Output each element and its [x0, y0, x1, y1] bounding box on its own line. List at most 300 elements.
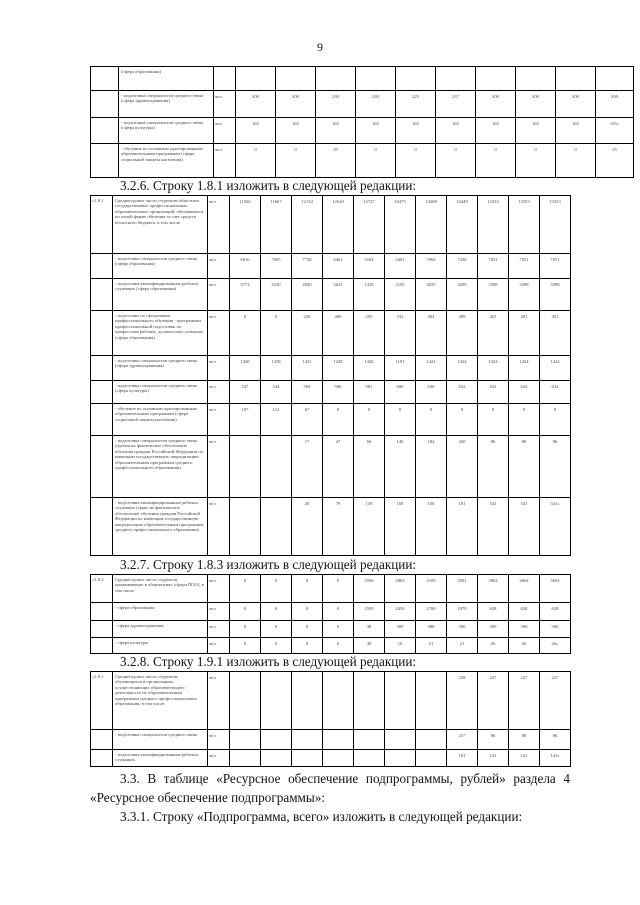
table-row [91, 381, 571, 404]
value-cell: 0 [276, 144, 316, 178]
value-cell: 13353 [509, 196, 540, 254]
row-unit-cell: чел. [208, 254, 230, 279]
row-name-cell: Среднегодовое число студентов, проживающих в общежитиях (сфера ПОО), в том числе [113, 575, 208, 603]
value-cell: 3398 [478, 279, 509, 311]
value-cell: 0 [447, 404, 478, 436]
value-cell: 141 [509, 750, 540, 767]
row-name-cell: - подготовка квалифицированных рабочих, служащих (сфера образования) [113, 279, 208, 311]
row-unit-cell: чел. [208, 672, 230, 730]
value-cell: 165 [236, 118, 276, 144]
value-cell: 260 [447, 436, 478, 498]
value-cell [292, 730, 323, 750]
value-cell: 141» [540, 750, 571, 767]
value-cell [261, 730, 292, 750]
value-cell: 1258 [261, 356, 292, 381]
value-cell: 12620 [323, 196, 354, 254]
value-cell: 3398 [540, 279, 571, 311]
value-cell: 140 [385, 436, 416, 498]
row-code-cell [91, 603, 113, 621]
table-row-1-9-1 [90, 671, 571, 767]
value-cell: 3109 [416, 575, 447, 603]
value-cell: 0 [323, 404, 354, 436]
row-code-cell [91, 144, 119, 178]
value-cell: 1421 [292, 356, 323, 381]
table-row [91, 356, 571, 381]
table-row-1-8-3 [90, 574, 571, 654]
value-cell: 3401 [385, 254, 416, 279]
value-cell: 67 [292, 404, 323, 436]
value-cell: 165 [516, 118, 556, 144]
table-row [91, 638, 571, 654]
row-name-cell: - обучение по основным адаптированным образовательным программам (сфера социальной защиты населения) [113, 404, 208, 436]
value-cell: 0 [236, 144, 276, 178]
value-cell [416, 750, 447, 767]
value-cell: 541» [540, 498, 571, 556]
row-code-cell [91, 498, 113, 556]
value-cell [323, 672, 354, 730]
value-cell: 86 [509, 730, 540, 750]
value-cell: 165 [276, 118, 316, 144]
row-code-cell: «1.9.1 [91, 672, 113, 730]
row-unit-cell: чел. [208, 638, 230, 654]
value-cell: 200 [276, 91, 316, 118]
value-cell [292, 750, 323, 767]
table-row [91, 118, 634, 144]
value-cell: 3664 [509, 575, 540, 603]
value-cell: 7051 [540, 254, 571, 279]
value-cell: 2091 [447, 575, 478, 603]
value-cell: 1870 [447, 603, 478, 621]
value-cell: 401 [509, 311, 540, 356]
value-cell: 404 [416, 311, 447, 356]
value-cell: 10475 [385, 196, 416, 254]
value-cell: 0 [396, 144, 436, 178]
row-unit-cell: чел. [214, 91, 236, 118]
value-cell: 11560 [230, 196, 261, 254]
value-cell: 293 [354, 311, 385, 356]
value-cell: 86 [509, 436, 540, 498]
value-cell: 13353 [540, 196, 571, 254]
value-cell: 586 [323, 381, 354, 404]
row-name-cell: - подготовка квалифицированных рабочих, служащих [113, 750, 208, 767]
value-cell [316, 67, 356, 91]
value-cell: 86 [478, 730, 509, 750]
value-cell: 165 [316, 118, 356, 144]
value-cell: 632 [478, 381, 509, 404]
value-cell: 0 [509, 404, 540, 436]
value-cell: 200 [516, 91, 556, 118]
value-cell: 406 [323, 311, 354, 356]
row-unit-cell: чел. [208, 730, 230, 750]
value-cell: 332 [385, 311, 416, 356]
value-cell: 1428 [323, 356, 354, 381]
row-name-cell: - подготовка квалифицированных рабочих, служащих (грант на фактическое обеспечение обучения граждан Российской Федерации по имеющим государственную аккредитацию образовательным программам среднего профессионального образования) [113, 498, 208, 556]
value-cell: 0 [478, 404, 509, 436]
value-cell: 0 [556, 144, 596, 178]
value-cell: 165 [356, 118, 396, 144]
value-cell: 79 [323, 498, 354, 556]
value-cell [230, 730, 261, 750]
value-cell: 12134 [292, 196, 323, 254]
row-code-cell [91, 638, 113, 654]
value-cell [396, 67, 436, 91]
value-cell: 389 [385, 621, 416, 638]
value-cell: 2192 [385, 279, 416, 311]
row-code-cell [91, 91, 119, 118]
paragraph-3-3-1: 3.3.1. Строку «Подпрограмма, всего» изложить в следующей редакции: [120, 809, 523, 824]
value-cell: 7051 [478, 254, 509, 279]
table-row [91, 196, 571, 254]
row-name-cell: - подготовка специалистов среднего звена (сфера образования) [113, 254, 208, 279]
table-continuation [90, 66, 634, 178]
value-cell: 6816 [230, 254, 261, 279]
value-cell: 47 [323, 436, 354, 498]
value-cell: 21 [416, 638, 447, 654]
value-cell: 0 [516, 144, 556, 178]
value-cell: 2450 [385, 603, 416, 621]
value-cell [596, 67, 634, 91]
value-cell: 632 [509, 381, 540, 404]
value-cell: 165 [396, 118, 436, 144]
value-cell: 112 [261, 404, 292, 436]
value-cell: 389 [447, 311, 478, 356]
value-cell: 26» [540, 638, 571, 654]
row-unit-cell: чел. [208, 498, 230, 556]
row-unit-cell: чел. [214, 118, 236, 144]
value-cell: 86 [540, 436, 571, 498]
value-cell [276, 67, 316, 91]
value-cell: 226 [292, 311, 323, 356]
value-cell [385, 730, 416, 750]
value-cell: 25 [596, 144, 634, 178]
row-unit-cell: чел. [208, 436, 230, 498]
value-cell: 0 [230, 638, 261, 654]
value-cell [323, 730, 354, 750]
value-cell: 0 [230, 621, 261, 638]
value-cell: 401 [478, 311, 509, 356]
value-cell: 581 [354, 381, 385, 404]
value-cell: 1424 [478, 356, 509, 381]
value-cell: 17 [292, 436, 323, 498]
table-row [91, 67, 634, 91]
row-name-cell: - сфера здравоохранения [113, 621, 208, 638]
value-cell: 181 [447, 498, 478, 556]
row-name-cell: - обучение по основным адаптированным образовательным программам (сфера социальной защиты населения) [119, 144, 214, 178]
value-cell: 4020 [292, 279, 323, 311]
value-cell: 1424 [416, 356, 447, 381]
row-unit-cell: чел. [208, 196, 230, 254]
value-cell [385, 750, 416, 767]
table-row [91, 672, 571, 730]
value-cell: 628 [509, 603, 540, 621]
table-row [91, 436, 571, 498]
value-cell: 2700 [416, 603, 447, 621]
row-code-cell [91, 621, 113, 638]
value-cell: 1424 [509, 356, 540, 381]
value-cell: 3862 [478, 575, 509, 603]
value-cell [556, 67, 596, 91]
value-cell: 3664 [540, 575, 571, 603]
value-cell: 388 [416, 621, 447, 638]
row-unit-cell: чел. [214, 144, 236, 178]
row-name-cell: (сфера образования) [119, 67, 214, 91]
row-name-cell: - подготовка специалистов среднего звена (сфера культуры) [119, 118, 214, 144]
value-cell: 0 [230, 311, 261, 356]
value-cell: 3398 [509, 279, 540, 311]
value-cell: 237 [436, 91, 476, 118]
value-cell: 1260 [230, 356, 261, 381]
value-cell: 49 [354, 638, 385, 654]
value-cell: 2863 [385, 575, 416, 603]
page-number: 9 [317, 40, 323, 54]
value-cell: 35 [316, 144, 356, 178]
row-unit-cell: чел. [208, 311, 230, 356]
value-cell: 628 [478, 603, 509, 621]
row-name-cell: - подготовка специалистов среднего звена [113, 730, 208, 750]
value-cell: 258 [447, 672, 478, 730]
value-cell: 0 [385, 404, 416, 436]
value-cell: 21 [447, 638, 478, 654]
value-cell: 0 [261, 311, 292, 356]
value-cell [230, 750, 261, 767]
value-cell: 20 [292, 498, 323, 556]
row-code-cell [91, 254, 113, 279]
table-row [91, 254, 571, 279]
value-cell: 390 [509, 621, 540, 638]
value-cell: 227 [540, 672, 571, 730]
row-unit-cell: чел. [208, 575, 230, 603]
value-cell [354, 730, 385, 750]
row-code-cell [91, 356, 113, 381]
heading-3-2-7: 3.2.7. Строку 1.8.3 изложить в следующей редакции: [120, 557, 417, 572]
value-cell: 86 [540, 730, 571, 750]
heading-3-2-6: 3.2.6. Строку 1.8.1 изложить в следующей редакции: [120, 178, 417, 193]
value-cell [416, 672, 447, 730]
row-name-cell: - сфера культуры [113, 638, 208, 654]
value-cell: 12727 [354, 196, 385, 254]
value-cell: 544 [261, 381, 292, 404]
value-cell: 200 [476, 91, 516, 118]
row-name-cell: - подготовка специалистов среднего звена (сфера здравоохранения) [119, 91, 214, 118]
value-cell: 0 [323, 575, 354, 603]
row-unit-cell: чел. [208, 356, 230, 381]
row-name-cell: - сфера образования [113, 603, 208, 621]
value-cell [385, 672, 416, 730]
value-cell: 0 [261, 638, 292, 654]
value-cell: 0 [323, 638, 354, 654]
value-cell: 4290 [447, 279, 478, 311]
row-code-cell: «1.8.3 [91, 575, 113, 603]
row-unit-cell [214, 67, 236, 91]
value-cell [261, 750, 292, 767]
value-cell: 227 [478, 672, 509, 730]
row-name-cell: - подготовка по программам профессионального обучения - программам профессиональной подготовки по профессиям рабочих, должностям служащих (сфера образования) [113, 311, 208, 356]
value-cell: 7064 [416, 254, 447, 279]
value-cell: 390 [447, 621, 478, 638]
value-cell: 227 [509, 672, 540, 730]
row-code-cell [91, 381, 113, 404]
value-cell: 4772 [230, 279, 261, 311]
value-cell: 1191 [385, 356, 416, 381]
table-row-1-8-1 [90, 195, 571, 556]
row-unit-cell: чел. [208, 603, 230, 621]
row-unit-cell: чел. [208, 750, 230, 767]
value-cell: 636 [416, 381, 447, 404]
value-cell [261, 672, 292, 730]
value-cell [230, 672, 261, 730]
value-cell: 0 [261, 621, 292, 638]
value-cell: 7051 [509, 254, 540, 279]
value-cell: 0 [292, 603, 323, 621]
value-cell: 26 [478, 638, 509, 654]
value-cell: 390 [540, 621, 571, 638]
value-cell [323, 750, 354, 767]
value-cell: 0 [292, 621, 323, 638]
row-unit-cell: чел. [208, 381, 230, 404]
table-row [91, 730, 571, 750]
table-row [91, 575, 571, 603]
table-row [91, 750, 571, 767]
row-code-cell [91, 279, 113, 311]
value-cell: 165 [476, 118, 516, 144]
row-unit-cell: чел. [208, 404, 230, 436]
value-cell: 11667 [261, 196, 292, 254]
value-cell: 86 [478, 436, 509, 498]
value-cell: 66 [354, 436, 385, 498]
value-cell: 1424 [540, 356, 571, 381]
value-cell: 0 [292, 638, 323, 654]
value-cell: 14449 [447, 196, 478, 254]
value-cell: 165 [556, 118, 596, 144]
value-cell: 3621 [323, 279, 354, 311]
value-cell: 0 [323, 621, 354, 638]
value-cell: 141 [478, 750, 509, 767]
value-cell: 7236 [447, 254, 478, 279]
value-cell: 0 [323, 603, 354, 621]
value-cell: 632 [540, 381, 571, 404]
value-cell: 139 [354, 498, 385, 556]
value-cell: 0 [416, 404, 447, 436]
row-code-cell [91, 750, 113, 767]
value-cell: 181 [447, 750, 478, 767]
value-cell: 541 [509, 498, 540, 556]
value-cell: 2596 [354, 575, 385, 603]
value-cell [230, 498, 261, 556]
row-code-cell [91, 404, 113, 436]
value-cell: 200 [556, 91, 596, 118]
heading-3-2-8: 3.2.8. Строку 1.9.1 изложить в следующей редакции: [120, 654, 417, 669]
value-cell: 26 [509, 638, 540, 654]
value-cell: 0 [230, 575, 261, 603]
value-cell [354, 750, 385, 767]
value-cell: 0 [230, 603, 261, 621]
value-cell [436, 67, 476, 91]
value-cell [476, 67, 516, 91]
row-unit-cell: чел. [208, 279, 230, 311]
value-cell: 0 [292, 575, 323, 603]
value-cell: 200 [236, 91, 276, 118]
value-cell: 165» [596, 118, 634, 144]
value-cell: 168 [385, 498, 416, 556]
value-cell: 401 [540, 311, 571, 356]
row-name-cell: - подготовка специалистов среднего звена (сфера культуры) [113, 381, 208, 404]
value-cell: 0 [476, 144, 516, 178]
value-cell [292, 672, 323, 730]
table-row [91, 279, 571, 311]
row-code-cell [91, 730, 113, 750]
table-row [91, 311, 571, 356]
paragraph-3-3: 3.3. В таблице «Ресурсное обеспечение подпрограммы, рублей» раздела 4 «Ресурсное обеспечение подпрограммы»: [90, 771, 570, 805]
value-cell [354, 672, 385, 730]
row-code-cell: «1.8.1 [91, 196, 113, 254]
value-cell: 1436 [354, 356, 385, 381]
value-cell: 4025 [416, 279, 447, 311]
table-row [91, 144, 634, 178]
value-cell: 14268 [416, 196, 447, 254]
value-cell [261, 498, 292, 556]
table-row [91, 621, 571, 638]
row-unit-cell: чел. [208, 621, 230, 638]
row-name-cell: - подготовка специалистов среднего звена (группа на фактическое обеспечение обучения граждан Российской Федерации по имеющим государственную аккредитацию образовательным программам среднего профессионального образования) [113, 436, 208, 498]
value-cell: 7738 [292, 254, 323, 279]
value-cell [230, 436, 261, 498]
value-cell [236, 67, 276, 91]
value-cell [416, 730, 447, 750]
value-cell: 0 [356, 144, 396, 178]
table-row [91, 91, 634, 118]
table-row [91, 498, 571, 556]
value-cell: 0 [261, 575, 292, 603]
value-cell: 165 [436, 118, 476, 144]
value-cell: 547 [230, 381, 261, 404]
value-cell: 2509 [354, 603, 385, 621]
value-cell: 632 [447, 381, 478, 404]
value-cell [261, 436, 292, 498]
value-cell: 0 [540, 404, 571, 436]
table-row [91, 404, 571, 436]
value-cell: 4230 [261, 279, 292, 311]
row-code-cell [91, 436, 113, 498]
value-cell: 16 [385, 638, 416, 654]
value-cell: 0 [436, 144, 476, 178]
value-cell: 1418 [354, 279, 385, 311]
value-cell: 584 [292, 381, 323, 404]
value-cell: 390 [478, 621, 509, 638]
value-cell: 1424 [447, 356, 478, 381]
value-cell: 0 [354, 404, 385, 436]
value-cell: 240 [356, 91, 396, 118]
row-code-cell [91, 67, 119, 91]
value-cell: 0 [261, 603, 292, 621]
row-name-cell: - подготовка специалистов среднего звена (сфера здравоохранения) [113, 356, 208, 381]
value-cell: 38 [354, 621, 385, 638]
value-cell: 182 [416, 436, 447, 498]
row-name-cell: Среднегодовое число студентов областных государственных профессиональных образовательных организаций, обучающихся по очной форме обучения за счет средств областного бюджета, в том числе [113, 196, 208, 254]
value-cell: 541 [478, 498, 509, 556]
table-row [91, 603, 571, 621]
value-cell: 606 [385, 381, 416, 404]
row-code-cell [91, 118, 119, 144]
value-cell: 13353 [478, 196, 509, 254]
value-cell: 107 [230, 404, 261, 436]
value-cell: 5164 [354, 254, 385, 279]
value-cell: 200 [596, 91, 634, 118]
value-cell: 7005 [261, 254, 292, 279]
value-cell: 225 [396, 91, 436, 118]
value-cell [356, 67, 396, 91]
value-cell: 230 [316, 91, 356, 118]
row-name-cell: Среднегодовое число студентов, обучающихся в организациях, осуществляющих образовательную деятельность по образовательным программам среднего профессионального образования, в том числе: [113, 672, 208, 730]
